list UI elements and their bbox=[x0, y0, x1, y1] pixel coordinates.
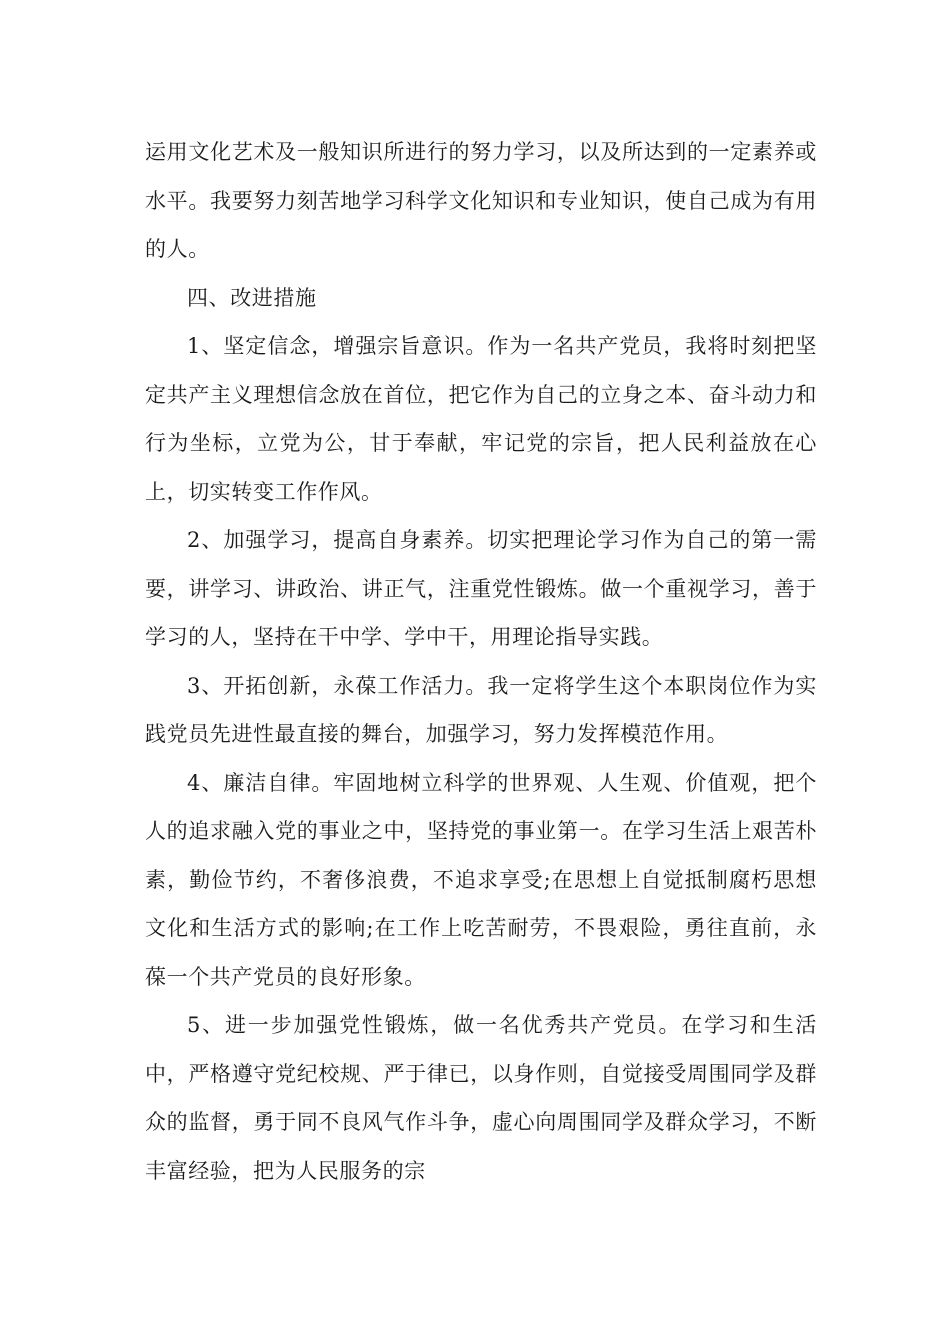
paragraph-measure-4: 4、廉洁自律。牢固地树立科学的世界观、人生观、价值观，把个人的追求融入党的事业之中，坚持党的事业第一。在学习生活上艰苦朴素，勤俭节约，不奢侈浪费，不追求享受;在思想上自觉抵制腐朽思想文化和生活方式的影响;在工作上吃苦耐劳，不畏艰险，勇往直前，永葆一个共产党员的良好形象。 bbox=[145, 770, 817, 989]
paragraph-measure-2: 2、加强学习，提高自身素养。切实把理论学习作为自己的第一需要，讲学习、讲政治、讲正气，注重党性锻炼。做一个重视学习，善于学习的人，坚持在干中学、学中干，用理论指导实践。 bbox=[145, 528, 817, 649]
paragraph-continuation: 运用文化艺术及一般知识所进行的努力学习，以及所达到的一定素养或水平。我要努力刻苦地学习科学文化知识和专业知识，使自己成为有用的人。 bbox=[145, 140, 817, 261]
paragraph-measure-1: 1、坚定信念，增强宗旨意识。作为一名共产党员，我将时刻把坚定共产主义理想信念放在首位，把它作为自己的立身之本、奋斗动力和行为坐标，立党为公，甘于奉献，牢记党的宗旨，把人民利益放在心上，切实转变工作作风。 bbox=[145, 334, 817, 504]
document-body bbox=[145, 128, 817, 1195]
paragraph-measure-3: 3、开拓创新，永葆工作活力。我一定将学生这个本职岗位作为实践党员先进性最直接的舞台，加强学习，努力发挥模范作用。 bbox=[145, 673, 817, 746]
paragraph-measure-5: 5、进一步加强党性锻炼，做一名优秀共产党员。在学习和生活中，严格遵守党纪校规、严于律已，以身作则，自觉接受周围同学及群众的监督，勇于同不良风气作斗争，虚心向周围同学及群众学习，不断丰富经验，把为人民服务的宗 bbox=[145, 1013, 817, 1183]
section-heading-improvement-measures: 四、改进措施 bbox=[187, 285, 317, 310]
